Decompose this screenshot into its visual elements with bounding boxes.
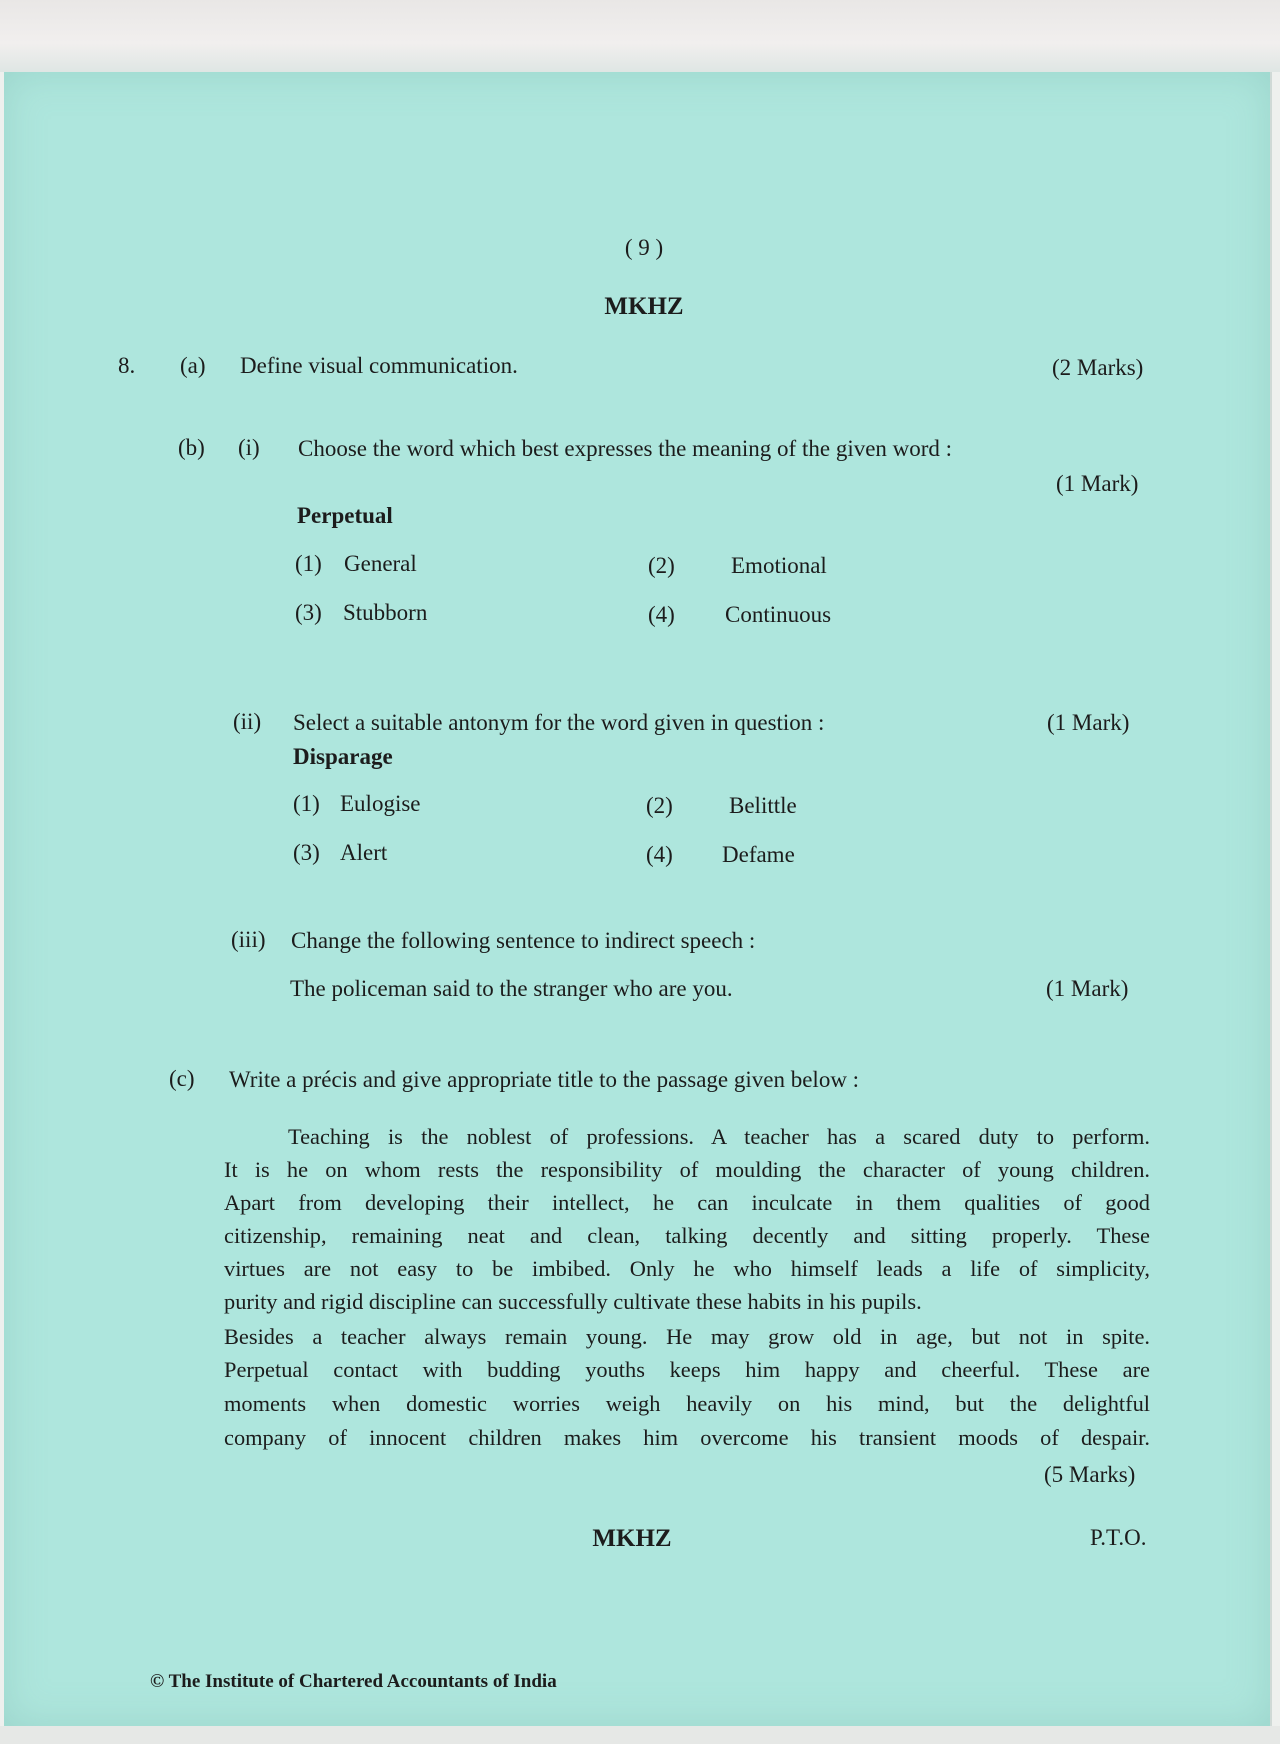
part-b-i-text: Choose the word which best expresses the meaning of the given word : [298,436,953,461]
option-number: (1) [295,551,322,576]
passage-line: company of innocent children makes him overcome his transient moods of despair. [224,1425,1150,1450]
passage-line: citizenship, remaining neat and clean, talking decently and sitting properly. These [224,1223,1150,1248]
option-number: (4) [646,842,673,867]
option-text: Emotional [731,553,827,578]
scan-margin-bottom [0,1726,1280,1744]
part-a-label: (a) [180,353,206,378]
option-text: Defame [722,842,795,867]
question-number: 8. [118,353,136,378]
scan-margin-top [0,0,1280,72]
option-text: Alert [340,840,388,865]
part-b-i-word: Perpetual [297,503,393,528]
part-c-text: Write a précis and give appropriate title to the passage given below : [229,1067,860,1092]
part-b-ii-word: Disparage [293,744,393,769]
option-text: Continuous [725,602,832,627]
part-b-i-label: (i) [238,435,260,460]
part-b-iii-sentence: The policeman said to the stranger who are you. [290,976,733,1001]
part-b-iii-marks: (1 Mark) [1046,976,1129,1001]
option-number: (2) [646,793,673,818]
option-number: (3) [295,600,322,625]
page-number: ( 9 ) [624,235,664,260]
passage-line: Besides a teacher always remain young. He may grow old in age, but not in spite. [224,1324,1150,1349]
part-b-label: (b) [178,435,205,460]
paper-code-top: MKHZ [604,293,684,320]
option-text: Stubborn [343,600,428,625]
option-number: (3) [293,840,320,865]
copyright-notice: © The Institute of Chartered Accountants of India [150,1671,557,1692]
part-b-ii-label: (ii) [233,709,262,734]
pto-label: P.T.O. [1090,1525,1147,1550]
option-text: Belittle [729,793,797,818]
passage-line: virtues are not easy to be imbibed. Only he who himself leads a life of simplicity, [224,1256,1150,1281]
passage-line: Teaching is the noblest of professions. A teacher has a scared duty to perform. [288,1124,1150,1149]
passage-line: purity and rigid discipline can successfully cultivate these habits in his pupils. [224,1289,922,1314]
part-c-marks: (5 Marks) [1044,1462,1136,1487]
passage-line: moments when domestic worries weigh heavily on his mind, but the delightful [224,1391,1150,1416]
passage-line: Apart from developing their intellect, he can inculcate in them qualities of good [224,1190,1150,1215]
part-a-text: Define visual communication. [240,353,518,378]
option-text: General [344,551,417,576]
option-number: (4) [648,602,675,627]
passage-line: Perpetual contact with budding youths keeps him happy and cheerful. These are [224,1357,1150,1382]
option-number: (2) [648,553,675,578]
part-b-ii-text: Select a suitable antonym for the word given in question : [293,710,825,735]
part-b-iii-label: (iii) [231,927,266,952]
part-a-marks: (2 Marks) [1052,355,1144,380]
paper-code-bottom: MKHZ [592,1525,672,1552]
passage-line: It is he on whom rests the responsibility of moulding the character of young children. [224,1157,1150,1182]
part-b-iii-text: Change the following sentence to indirect speech : [291,928,756,953]
part-b-i-marks: (1 Mark) [1056,471,1139,496]
part-b-ii-marks: (1 Mark) [1047,710,1130,735]
part-c-label: (c) [169,1066,195,1091]
option-number: (1) [293,791,320,816]
option-text: Eulogise [340,791,421,816]
